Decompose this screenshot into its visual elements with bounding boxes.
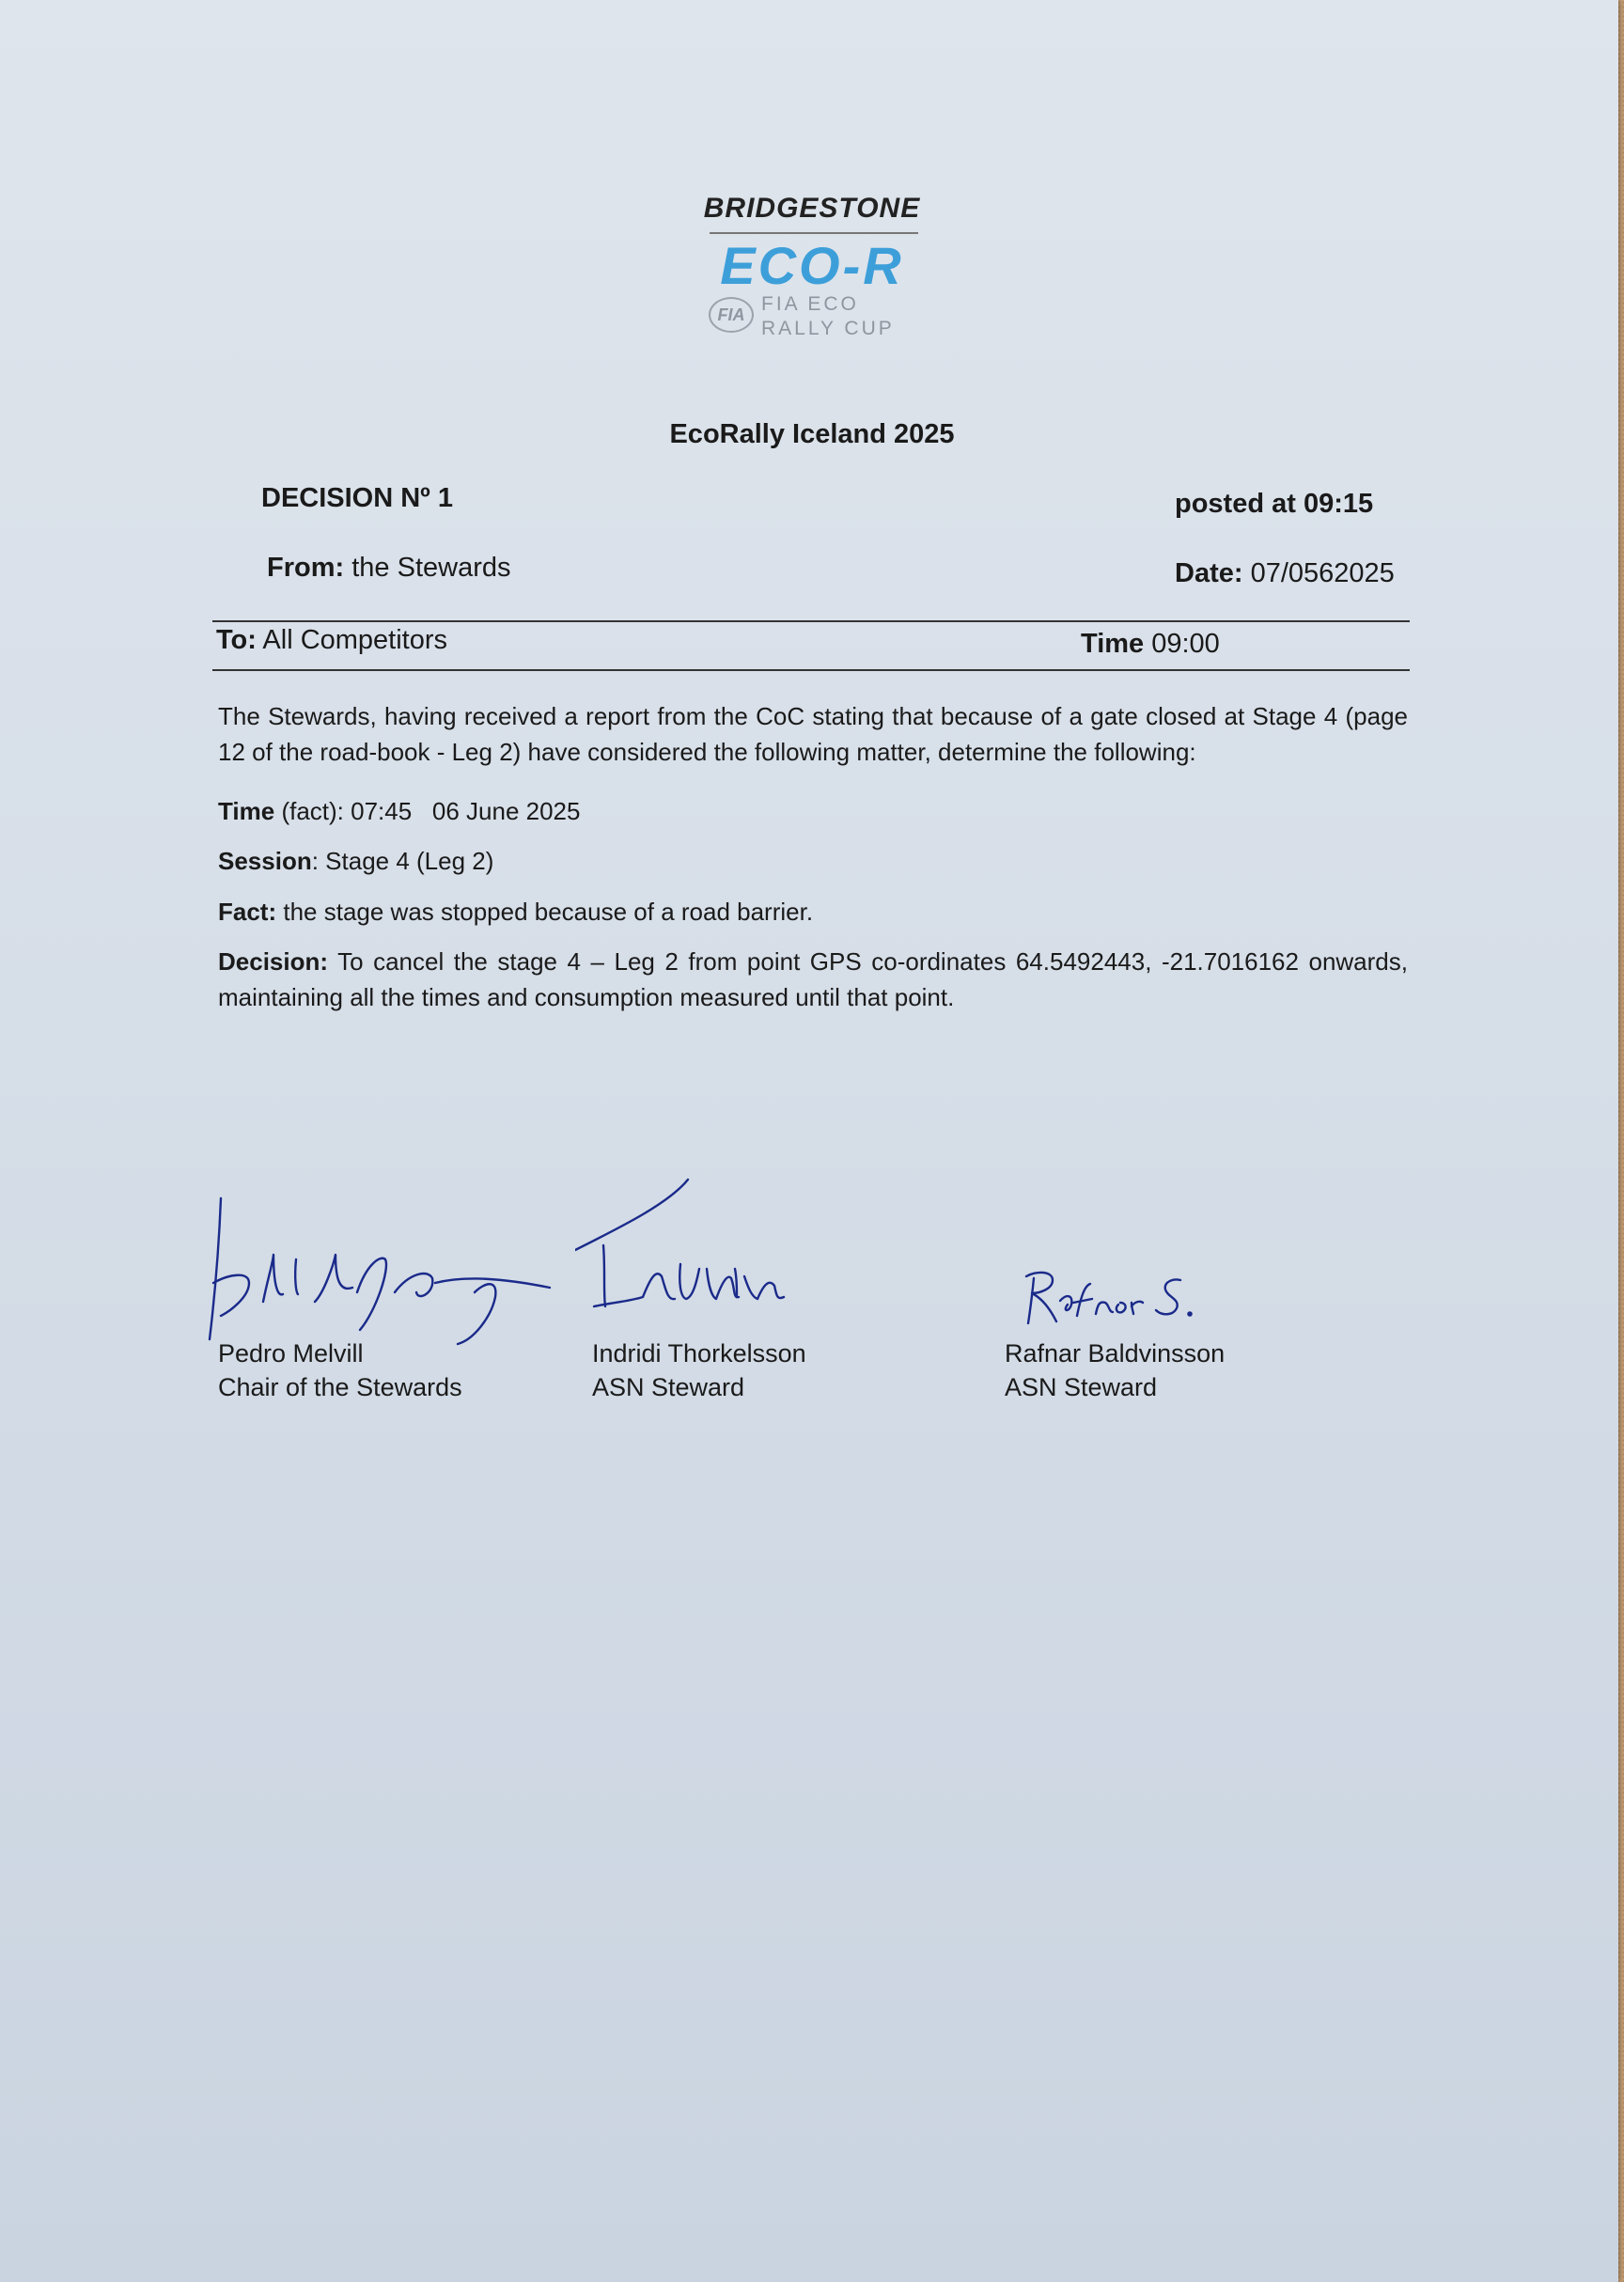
intro-paragraph: The Stewards, having received a report from the CoC stating that because of a gate closed at Stage 4 (page 12 of the road-book - Leg 2) have considered the following matter, determine the following: <box>218 702 1408 766</box>
time-fact-row <box>218 797 580 826</box>
document-title: EcoRally Iceland 2025 <box>669 419 955 449</box>
session-row <box>218 847 493 876</box>
time-fact-value: 07:45 06 June 2025 <box>351 797 581 825</box>
signatory-3 <box>1005 1336 1225 1404</box>
decision-text-label: Decision: <box>218 947 329 976</box>
signatory-3-role: ASN Steward <box>1005 1373 1158 1401</box>
signature-indridi-thorkelsson <box>575 1175 838 1325</box>
time-fact-label: Time <box>218 797 275 825</box>
signature-pedro-melvill <box>193 1189 569 1349</box>
signatory-2 <box>592 1336 806 1404</box>
fia-logo-line-2: RALLY CUP <box>761 318 895 339</box>
decision-text-value: To cancel the stage 4 – Leg 2 from point GPS co-ordinates 64.5492443, -21.7016162 onwards, maintaining all the times and consumption measured until that point. <box>218 947 1408 1011</box>
fact-label: Fact: <box>218 898 277 926</box>
signatory-1-role: Chair of the Stewards <box>218 1373 462 1401</box>
fia-logo-line-1: FIA ECO <box>761 293 859 315</box>
rule-top <box>212 620 1410 622</box>
signatory-2-name: Indridi Thorkelsson <box>592 1339 806 1368</box>
signatory-1 <box>218 1336 462 1404</box>
signatory-1-name: Pedro Melvill <box>218 1339 364 1368</box>
from-value: the Stewards <box>351 553 511 583</box>
signature-rafnar-baldvinsson <box>1015 1259 1203 1335</box>
fact-row <box>218 898 813 927</box>
date-value: 07/0562025 <box>1250 558 1395 588</box>
from-row <box>267 553 511 584</box>
to-label: To: <box>216 625 257 655</box>
to-value: All Competitors <box>262 625 448 655</box>
time-value: 09:00 <box>1151 629 1220 659</box>
time-fact-qualifier: (fact): <box>281 797 344 825</box>
fia-badge-icon: FIA <box>709 297 754 333</box>
posted-time: posted at 09:15 <box>1175 489 1374 519</box>
from-label: From: <box>267 553 345 583</box>
time-label: Time <box>1081 629 1145 659</box>
signatory-2-role: ASN Steward <box>592 1373 745 1401</box>
to-row <box>216 625 447 656</box>
signatory-3-name: Rafnar Baldvinsson <box>1005 1339 1226 1368</box>
time-row <box>1081 629 1220 660</box>
fact-value: the stage was stopped because of a road barrier. <box>283 898 814 926</box>
rule-bottom <box>212 669 1410 671</box>
logo-divider <box>710 232 918 234</box>
session-label: Session <box>218 847 312 875</box>
decision-paragraph <box>218 944 1408 1015</box>
date-row <box>1175 558 1395 589</box>
bridgestone-logo: BRIDGESTONE <box>703 193 921 224</box>
session-value: : Stage 4 (Leg 2) <box>311 847 494 875</box>
decision-number: DECISION Nº 1 <box>261 483 453 513</box>
date-label: Date: <box>1175 558 1243 588</box>
eco-r-logo: ECO-R <box>720 236 904 295</box>
